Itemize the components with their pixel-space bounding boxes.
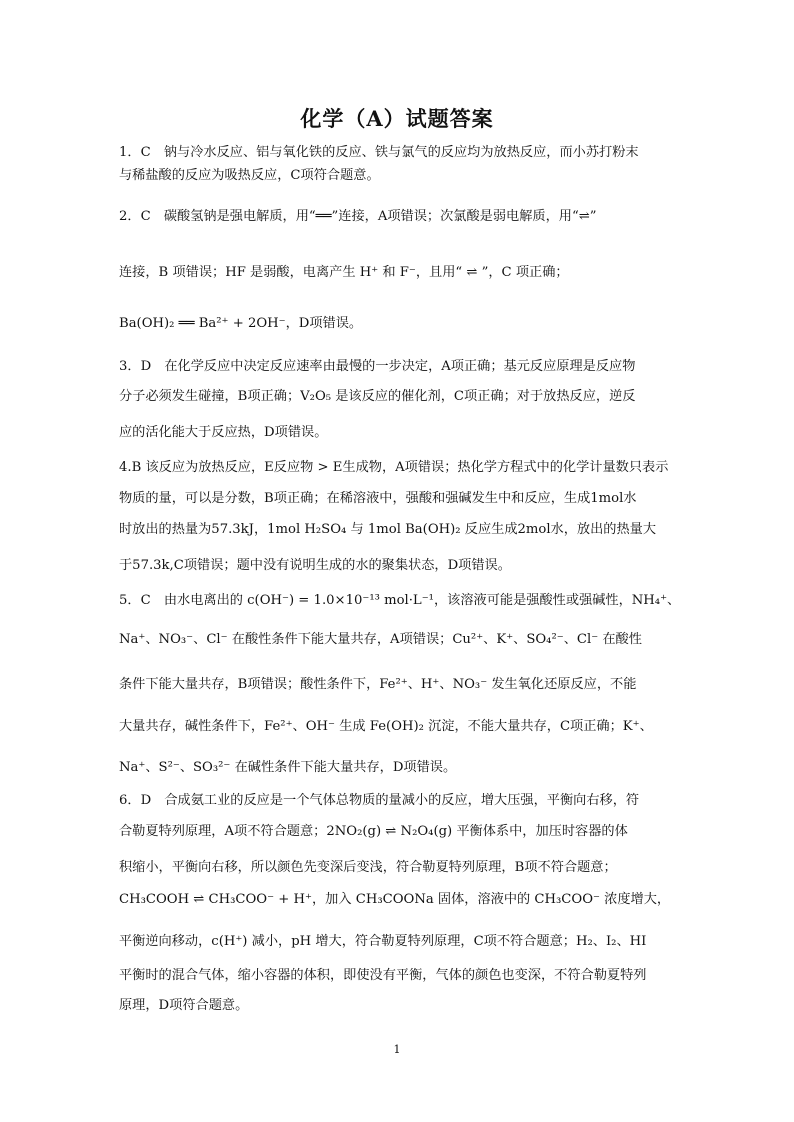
text-line: Na⁺、NO₃⁻、Cl⁻ 在酸性条件下能大量共存，A项错误；Cu²⁺、K⁺、SO₄²⁻、Cl⁻ 在酸性 [119, 632, 642, 647]
text-line: 连接，B 项错误；HF 是弱酸，电离产生 H⁺ 和 F⁻，且用“ ⇌ ”，C 项正确； [119, 265, 569, 280]
text-line: 大量共存，碱性条件下，Fe²⁺、OH⁻ 生成 Fe(OH)₂ 沉淀，不能大量共存，C项正确；K⁺、 [119, 719, 653, 734]
text-line: 与稀盐酸的反应为吸热反应，C项符合题意。 [119, 168, 380, 183]
text-line: 1．C 钠与冷水反应、铝与氧化铁的反应、铁与氯气的反应均为放热反应，而小苏打粉末 [119, 145, 639, 160]
text-line: 平衡逆向移动，c(H⁺) 减小，pH 增大，符合勒夏特列原理，C项不符合题意；H₂、I₂、HI [119, 934, 647, 949]
text-line: 原理，D项符合题意。 [119, 998, 249, 1013]
text-line: 4.B 该反应为放热反应，E反应物 > E生成物，A项错误；热化学方程式中的化学计量数只表示 [119, 460, 669, 475]
text-line: 分子必须发生碰撞，B项正确；V₂O₅ 是该反应的催化剂，C项正确；对于放热反应，逆反 [119, 389, 636, 404]
text-line: 2．C 碳酸氢钠是强电解质，用“══”连接，A项错误；次氯酸是弱电解质，用“⇌” [119, 209, 597, 224]
text-line: CH₃COOH ⇌ CH₃COO⁻ + H⁺，加入 CH₃COONa 固体，溶液中的 CH₃COO⁻ 浓度增大， [119, 892, 671, 907]
text-line: 时放出的热量为57.3kJ，1mol H₂SO₄ 与 1mol Ba(OH)₂ 反应生成2mol水，放出的热量大 [119, 522, 657, 537]
text-line: 应的活化能大于反应热，D项错误。 [119, 425, 328, 440]
text-line: 合勒夏特列原理，A项不符合题意；2NO₂(g) ⇌ N₂O₄(g) 平衡体系中，加压时容器的体 [119, 824, 628, 839]
text-line: 条件下能大量共存，B项错误；酸性条件下，Fe²⁺、H⁺、NO₃⁻ 发生氧化还原反应，不能 [119, 677, 637, 692]
page-title: 化学（A）试题答案 [300, 106, 494, 131]
page-number: 1 [393, 1043, 401, 1056]
text-line: Ba(OH)₂ ══ Ba²⁺ + 2OH⁻，D项错误。 [119, 316, 363, 331]
text-line: Na⁺、S²⁻、SO₃²⁻ 在碱性条件下能大量共存，D项错误。 [119, 760, 457, 775]
text-line: 于57.3k,C项错误；题中没有说明生成的水的聚集状态，D项错误。 [119, 558, 511, 573]
text-line: 6．D 合成氨工业的反应是一个气体总物质的量减小的反应，增大压强，平衡向右移，符 [119, 793, 640, 808]
text-line: 3．D 在化学反应中决定反应速率由最慢的一步决定，A项正确；基元反应原理是反应物 [119, 359, 636, 374]
text-line: 积缩小，平衡向右移，所以颜色先变深后变浅，符合勒夏特列原理，B项不符合题意； [119, 860, 617, 875]
text-line: 物质的量，可以是分数，B项正确；在稀溶液中，强酸和强碱发生中和反应，生成1mol水 [119, 491, 637, 506]
text-line: 5．C 由水电离出的 c(OH⁻) = 1.0×10⁻¹³ mol·L⁻¹，该溶液可能是强酸性或强碱性，NH₄⁺、 [119, 593, 681, 608]
text-line: 平衡时的混合气体，缩小容器的体积，即使没有平衡，气体的颜色也变深，不符合勒夏特列 [119, 968, 647, 983]
